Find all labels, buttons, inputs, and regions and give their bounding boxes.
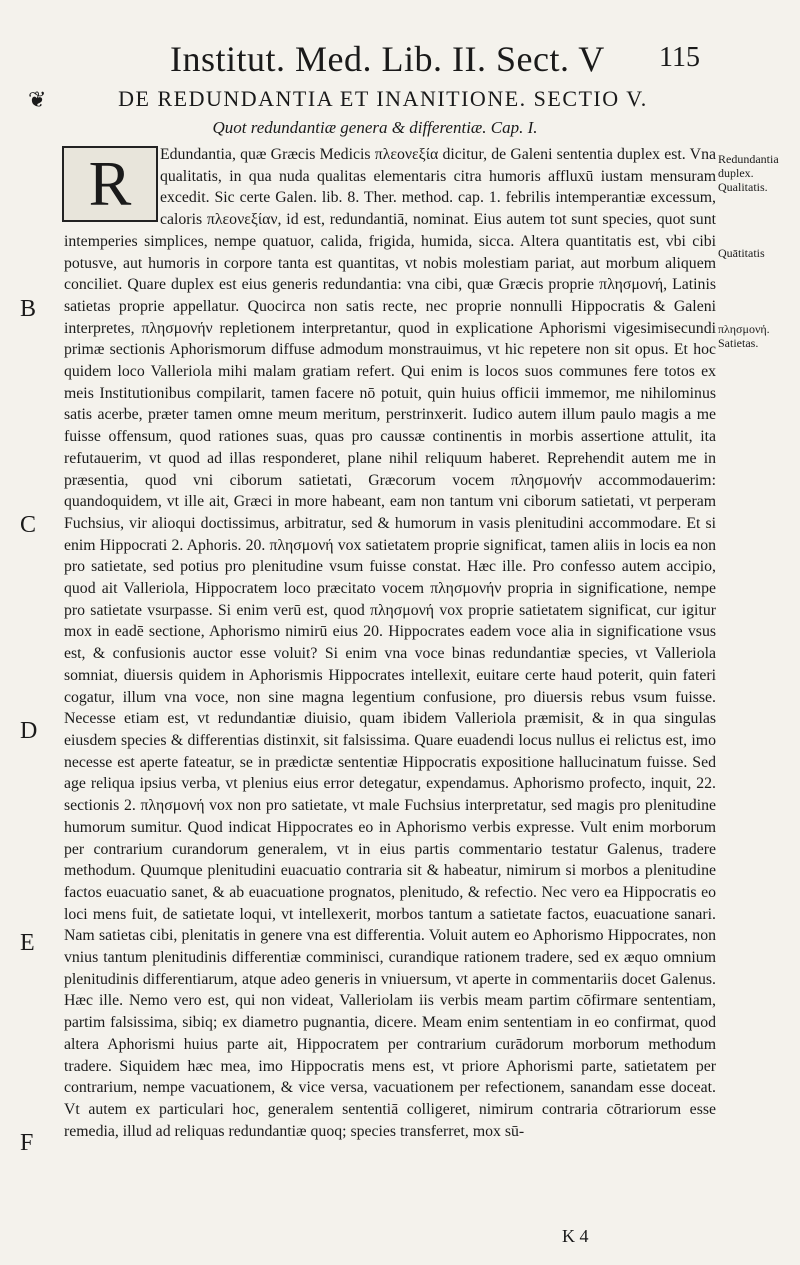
margin-note-satietas: πλησμονή. Satietas. bbox=[718, 322, 770, 350]
body-paragraph: Edundantia, quæ Græcis Medicis πλεονεξία dicitur, de Galeni sententia duplex est. Vna qualitatis, in qua nuda qualitas elementaris citra humoris affluxū iustam mensuram excedit. Sic certe Galen. lib. 8. Ther. method. cap. 1. febrilis intemperantiæ excessum, caloris πλεονεξίαν, id est, redundantiā, nominat. Eius autem tot sunt species, quot sunt intemperies simplices, nempe quatuor, calida, frigida, humida, sicca. Altera quantitatis est, vbi cibi potusve, aut humoris in corpore tanta est quantitas, vt nobis molestiam pariat, aut morbum aliquem conciliet. Quare duplex est eius generis redundantia: vna cibi, quæ Græcis proprie πλησμονή, Latinis satietas proprie appellatur. Quocirca non satis recte, nec proprie nonnulli Hippocratis & Galeni interpretes, πλησμονήν repletionem interpretantur, quod in explicatione Aphorismi vigesimisecundi primæ sectionis Aphorismorum diffuse admodum monstrauimus, vt hic repetere non sit opus. Et hoc quidem loco Valleriola mihi malam gratiam refert. Qui enim is locos suos communes fere totos ex meis Institutionibus compilarit, tamen facere nō potuit, quin huius officii immemor, me nihilominus satis acerbe, præter tamen omne meum meritum, perstrinxerit. Iudico autem illum paulo magis a me fuisse offensum, quod rationes suas, quas pro caussæ continentis in morbis assertione attulit, ita refutauerim, vt quod ad illas responderet, plane nihil reliquum haberet. Reprehendit autem me in præsentia, quod vni ciborum satietati, Græcorum vocem πλησμονήν accommodauerim: quandoquidem, vt ille ait, Græci in more habeant, eam non tantum vni ciborum satietati, vt perperam Fuchsius, vir alioqui doctissimus, arbitratur, sed & humorum in vasis plenitudini accommodare. Et si enim Hippocrati 2. Aphoris. 20. πλησμονή vox satietatem proprie significat, tamen aliis in locis ea non pro satietate, sed potius pro plenitudine vsum fuisse constat. Hæc ille. Pro confesso autem accipio, quod ait Valleriola, Hippocratem loco præcitato vocem πλησμονήν propria in significatione, nempe pro satietate vsurpasse. Si enim verū est, quod πλησμονή vox proprie satietatem significat, cur igitur mox in eadē sectione, Aphorismo nimirū eius 20. Hippocrates eadem voce alia in significatione vsus est, & confusionis auctor esse voluit? Si enim vna voce binas redundantiæ species, vt Valleriola somniat, diuersis quidem in Aphorismis Hippocrates intellexit, euitare certe haud poterit, quin fateri cogatur, illum vna voce, non sine magna legentium confusione, pro diuersis rebus vsum fuisse. Necesse etiam est, vt redundantiæ diuisio, quam ibidem Valleriola præmisit, & in qua singulas eiusdem species & differentias distinxit, sit falsissima. Quare euadendi locus nullus ei relictus est, imo necesse est aperte fateatur, se in prædictæ sententiæ Hippocratis expositione hallucinatum fuisse. Sed age reliqua ipsius verba, vt plenius eius error detegatur, expendamus. Aphorismo profecto, inquit, 22. sectionis 2. πλησμονή vox non pro satietate, vt male Fuchsius interpretatur, sed magis pro plenitudine humorum sumitur. Quod indicat Hippocrates eo in Aphorismo verbis expresse. Vult enim morborum per contrarium curandorum generalem, vt in eius partis commentario testatur Galenus, tradere methodum. Quumque plenitudini euacuatio contraria sit & habeatur, nimirum si morbos a plenitudine factos euacuatio sanet, & ab euacuatione prognatos, plenitudo, & refectio. Nec vero ea Hippocratis eo loci mens fuit, de satietate loqui, vt intellexerit, morbos tantum a satietate factos, euacuatione sanari. Nam satietas cibi, plenitatis in genere vna est differentia. Voluit autem eo Aphorismo Hippocrates, non vnius tantum plenitudinis differentiæ comminisci, curandique rationem tradere, sed ex æquo omnium plenitudinis differentiarum, atque adeo generis in vniuersum, vt aperte in commentariis docet Galenus. Hæc ille. Nemo vero est, qui non videat, Valleriolam iis verbis meam partim cōfirmare sententiam, partim falsissima, sibiq; ex diametro pugnantia, dicere. Meam enim sententiam in eo confirmat, quod altera Aphorismi huius parte ait, Hippocratem per contrarium curādorum morborum methodum tradere. Siquidem hæc mea, imo Hippocratis mens est, vt priore Aphorismi parte, satietatem per contrarium, nempe vacuationem, & vice versa, vacuationem per refectionem, sanandam esse doceat. Vt autem ex particulari hoc, generalem sententiā colligeret, nimirum contraria cōtrariorum esse remedia, illud ad reliquas redundantiæ quoq; species transferret, mox sū- bbox=[64, 146, 716, 1140]
margin-note-quantitatis: Quātitatis bbox=[718, 246, 765, 260]
fleuron-ornament: ❦ bbox=[28, 88, 47, 113]
margin-letter-f: F bbox=[20, 1130, 34, 1156]
margin-letter-c: C bbox=[20, 512, 37, 538]
margin-letter-d: D bbox=[20, 718, 38, 744]
chapter-title: Quot redundantiæ genera & differentiæ. Cap. I. bbox=[212, 118, 538, 137]
margin-letter-b: B bbox=[20, 296, 37, 322]
body-text bbox=[64, 144, 716, 1229]
margin-note-redundantia: Redundantia duplex. Qualitatis. bbox=[718, 152, 779, 194]
section-title: DE REDUNDANTIA ET INANITIONE. SECTIO V. bbox=[118, 86, 648, 111]
decorated-initial: R bbox=[62, 146, 158, 222]
page-header bbox=[140, 38, 700, 88]
margin-letter-e: E bbox=[20, 930, 35, 956]
page-number: 115 bbox=[659, 42, 700, 73]
running-title: Institut. Med. Lib. II. Sect. V bbox=[170, 39, 605, 79]
signature-mark: K 4 bbox=[562, 1226, 589, 1246]
